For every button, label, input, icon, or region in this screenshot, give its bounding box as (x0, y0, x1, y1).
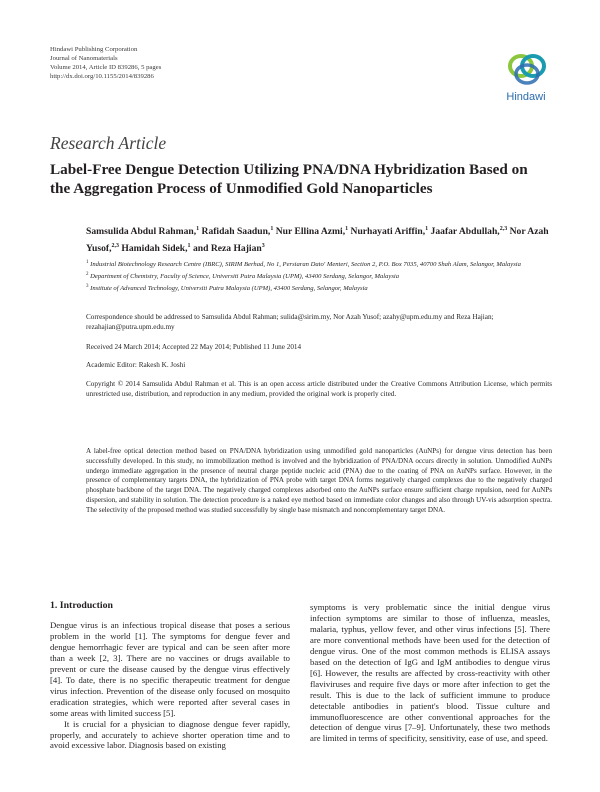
author-affiliation-marker: 2,3 (111, 243, 120, 250)
author-name: Hamidah Sidek, (121, 243, 188, 255)
author-affiliation-marker: 1 (270, 226, 274, 232)
abstract: A label-free optical detection method based on PNA/DNA hybridization using unmodified gold nanoparticles (AuNPs) for dengue virus detection has been successfully developed. In this study, no immobilization method is involved and the hybridization of PNA/DNA occurs directly in solution. Unmodified AuNPs undergo immediate aggregation in the presence of neutral charge peptide nucleic acid (PNA) due to the coating of PNA on AuNPs surface. However, in the presence of complementary targets DNA, the hybridization of PNA probe with target DNA forms negatively charged complexes due to the negatively charged phosphate backbone of the target DNA. The negatively charged complexes adsorbed onto the AuNPs surface ensure sufficient charge repulsion, need for AuNPs dispersion, and stability in solution. The detection procedure is a naked eye method based on immediate color changes and also through UV-vis adsorption spectra. The selectivity of the proposed method was studied successfully by single base mismatch and noncomplementary target DNA. (86, 447, 552, 514)
academic-editor: Academic Editor: Rakesh K. Joshi (86, 361, 186, 369)
affiliation-text: Industrial Biotechnology Research Centre (IBRC), SIRIM Berhad, No 1, Persiaran Dato' Menteri, Section 2, P.O. Box 7035, 40700 Shah Alam, Selangor, Malaysia (90, 261, 521, 269)
affiliation (86, 258, 556, 270)
body-column-right (310, 602, 550, 744)
article-type: Research Article (50, 133, 167, 153)
author-list (86, 222, 556, 256)
copyright-notice: Copyright © 2014 Samsulida Abdul Rahman et al. This is an open access article distributed under the Creative Commons Attribution License, which permits unrestricted use, distribution, and reproduction in any medium, provided the original work is properly cited. (86, 380, 552, 399)
affiliation (86, 282, 556, 294)
author-affiliation-marker: 3 (261, 243, 265, 250)
author-name: Rafidah Saadun, (201, 226, 271, 238)
hindawi-logo (497, 47, 555, 105)
paragraph: It is crucial for a physician to diagnose dengue fever rapidly, properly, and accurately to achieve shorter operation time and to avoid excessive labor. Diagnosis based on existing (50, 718, 290, 751)
author-affiliation-marker: 1 (425, 226, 429, 232)
paragraph: symptoms is very problematic since the initial dengue virus infection symptoms are similar to those of influenza, measles, malaria, typhus, yellow fever, and other virus infections [5]. There are more conventional methods have been used for the detection of dengue virus. One of the most common methods is ELISA assays based on the detection of IgG and IgM antibodies to dengue virus [6]. However, the results are affected by cross-reactivity with other flaviviruses and require five days or more after infection to get the result. This is due to the lack of sufficient immune to produce detectable antibodies in patient's blood. Tissue culture and immunofluorescence are other conventional approaches for the detection of dengue virus [7–9]. Unfortunately, these two methods are limited in terms of specificity, sensitivity, ease of use, and speed. (310, 602, 550, 744)
affiliation-number: 3 (86, 283, 89, 289)
author-affiliation-marker: 1 (196, 226, 200, 232)
affiliation-number: 1 (86, 260, 89, 265)
author-name: Nor Azah Yusof, (86, 226, 549, 255)
affiliation-number: 2 (86, 271, 89, 277)
affiliation-text: Institute of Advanced Technology, Universiti Putra Malaysia (UPM), 43400 Serdang, Selangor, Malaysia (90, 285, 368, 293)
author-name: Nurhayati Ariffin, (350, 226, 426, 238)
article-title: Label-Free Dengue Detection Utilizing PNA/DNA Hybridization Based on the Aggregation Process of Unmodified Gold Nanoparticles (50, 161, 528, 197)
author-affiliation-marker: 2,3 (499, 226, 508, 232)
doi-link[interactable]: http://dx.doi.org/10.1155/2014/839286 (50, 73, 154, 80)
correspondence: Correspondence should be addressed to Samsulida Abdul Rahman; sulida@sirim.my, Nor Azah Yusof; azahy@upm.edu.my and Reza Hajian; rezahajian@putra.upm.edu.my (86, 313, 494, 332)
publisher-name: Hindawi Publishing Corporation (50, 46, 138, 53)
hindawi-logo-icon (497, 47, 555, 105)
author-name: Nur Ellina Azmi, (275, 226, 346, 238)
author-name: Samsulida Abdul Rahman, (86, 226, 197, 238)
publication-dates: Received 24 March 2014; Accepted 22 May 2014; Published 11 June 2014 (86, 343, 302, 351)
section-heading-introduction: 1. Introduction (50, 600, 113, 611)
logo-wordmark: Hindawi (506, 91, 546, 103)
body-column-left (50, 620, 290, 751)
author-affiliation-marker: 1 (187, 243, 191, 250)
paragraph: Dengue virus is an infectious tropical disease that poses a serious problem in the world [1]. The symptoms for dengue fever and dengue hemorrhagic fever are typical and can be seen after more than a week [2, 3]. There are no vaccines or drugs available to prevent or cure the disease caused by the dengue virus effectively [4]. To date, there is no specific therapeutic treatment for dengue virus infection. Prevention of the disease only focused on mosquito eradication strategies, which were reported after several cases in some areas with limited success [5]. (50, 620, 290, 718)
affiliation (86, 270, 556, 282)
affiliation-list (86, 258, 556, 294)
publication-info (50, 45, 161, 81)
journal-name: Journal of Nanomaterials (50, 55, 118, 62)
author-name: and Reza Hajian (192, 243, 262, 255)
author-name: Jaafar Abdullah, (430, 226, 500, 238)
author-affiliation-marker: 1 (345, 226, 349, 232)
volume-info: Volume 2014, Article ID 839286, 5 pages (50, 64, 162, 71)
affiliation-text: Department of Chemistry, Faculty of Science, Universiti Putra Malaysia (UPM), 43400 Serdang, Selangor, Malaysia (90, 273, 400, 281)
